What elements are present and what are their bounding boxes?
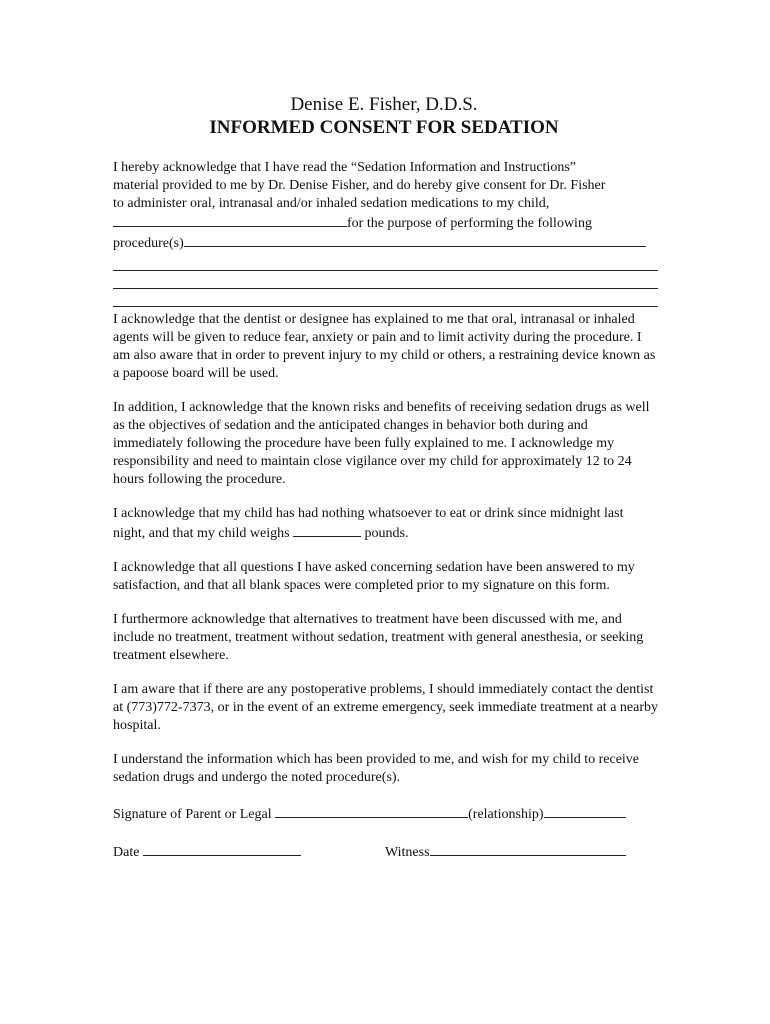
intro-paragraph: [113, 159, 658, 307]
witness-label: Witness: [385, 845, 430, 860]
child-name-suffix: for the purpose of performing the following: [347, 216, 592, 231]
relationship-field[interactable]: [544, 804, 626, 818]
child-name-row: [113, 213, 658, 233]
fasting-suffix: pounds.: [364, 526, 409, 541]
procedures-line-2[interactable]: [113, 253, 658, 271]
intro-line-1: I hereby acknowledge that I have read the “Sedation Information and Instructions”: [113, 160, 576, 175]
alternatives-paragraph: I furthermore acknowledge that alternatives to treatment have been discussed with me, and include no treatment, treatment without sedation, treatment with general anesthesia, or seeking treatment elsewhere.: [113, 612, 644, 663]
procedures-label: procedure(s): [113, 236, 184, 251]
fasting-paragraph: [113, 505, 658, 543]
date-witness-row: [113, 842, 658, 862]
procedures-line-3[interactable]: [113, 271, 658, 289]
consent-form: [113, 93, 658, 862]
parent-signature-field[interactable]: [275, 804, 468, 818]
explained-paragraph: I acknowledge that the dentist or designee has explained to me that oral, intranasal or inhaled agents will be given to reduce fear, anxiety or pain and to limit activity during the procedure. I am also aware that in order to prevent injury to my child or others, a restraining device known as a papoose board will be used.: [113, 312, 656, 381]
child-name-field[interactable]: [113, 213, 347, 227]
procedures-row: [113, 233, 658, 253]
postop-paragraph: I am aware that if there are any postoperative problems, I should immediately contact the dentist at (773)772-7373, or in the event of an extreme emergency, seek immediate treatment at a nearby hospital.: [113, 682, 659, 733]
procedures-line-4[interactable]: [113, 289, 658, 307]
procedures-field[interactable]: [184, 233, 646, 247]
date-field[interactable]: [143, 842, 301, 856]
parent-signature-label: Signature of Parent or Legal: [113, 807, 272, 822]
intro-line-2: material provided to me by Dr. Denise Fisher, and do hereby give consent for Dr. Fisher: [113, 178, 606, 193]
risks-paragraph: In addition, I acknowledge that the known risks and benefits of receiving sedation drugs as well as the objectives of sedation and the anticipated changes in behavior both during and immediately following the procedure have been fully explained to me. I acknowledge my responsibility and need to maintain close vigilance over my child for approximately 12 to 24 hours following the procedure.: [113, 400, 650, 487]
date-label: Date: [113, 845, 140, 860]
doctor-name: Denise E. Fisher, D.D.S.: [290, 94, 478, 115]
intro-line-3: to administer oral, intranasal and/or inhaled sedation medications to my child,: [113, 196, 550, 211]
understand-paragraph: I understand the information which has been provided to me, and wish for my child to receive sedation drugs and undergo the noted procedure(s).: [113, 752, 640, 785]
witness-group: [385, 842, 626, 862]
signature-row: [113, 804, 658, 824]
questions-paragraph: I acknowledge that all questions I have asked concerning sedation have been answered to my satisfaction, and that all blank spaces were completed prior to my signature on this form.: [113, 560, 635, 593]
relationship-label: (relationship): [468, 807, 544, 822]
document-title: INFORMED CONSENT FOR SEDATION: [209, 117, 559, 138]
weight-field[interactable]: [293, 523, 361, 537]
witness-field[interactable]: [430, 842, 626, 856]
document-header: [110, 93, 658, 139]
fasting-text: I acknowledge that my child has had nothing whatsoever to eat or drink since midnight last night, and that my child weighs: [113, 506, 624, 541]
